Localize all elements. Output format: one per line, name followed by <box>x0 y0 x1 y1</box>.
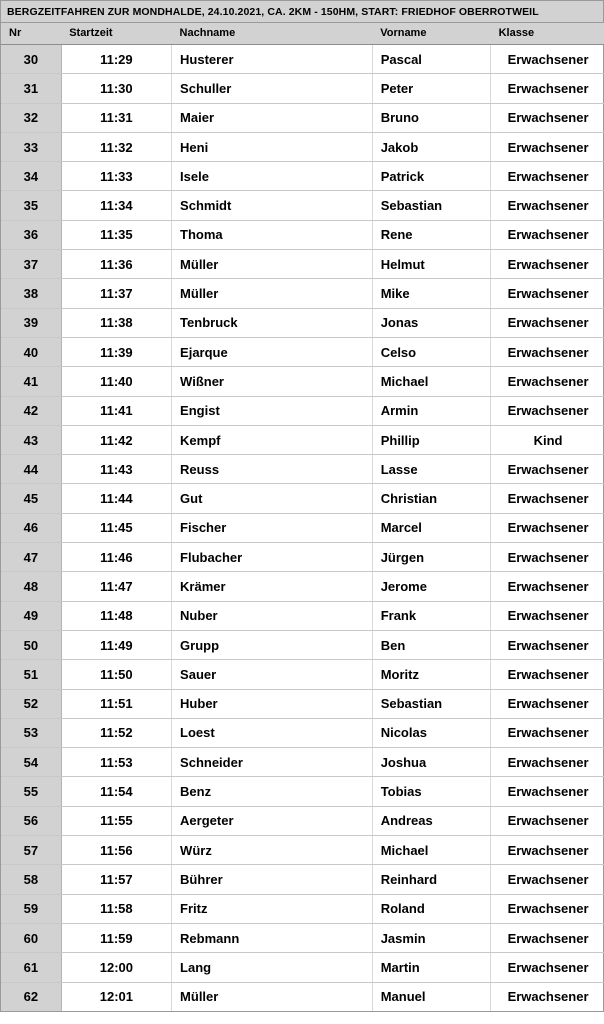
cell-vorname: Sebastian <box>372 191 490 220</box>
cell-nr: 36 <box>1 220 61 249</box>
cell-nachname: Gut <box>172 484 373 513</box>
cell-klasse: Erwachsener <box>491 103 604 132</box>
cell-vorname: Michael <box>372 836 490 865</box>
cell-klasse: Erwachsener <box>491 250 604 279</box>
table-row <box>1 337 604 366</box>
cell-nr: 52 <box>1 689 61 718</box>
cell-nr: 53 <box>1 718 61 747</box>
cell-nr: 49 <box>1 601 61 630</box>
cell-nachname: Schneider <box>172 748 373 777</box>
cell-nr: 31 <box>1 74 61 103</box>
cell-nr: 54 <box>1 748 61 777</box>
table-header <box>1 23 604 45</box>
cell-nr: 37 <box>1 250 61 279</box>
table-row <box>1 308 604 337</box>
cell-nr: 45 <box>1 484 61 513</box>
cell-startzeit: 11:39 <box>61 337 171 366</box>
table-row <box>1 777 604 806</box>
table-row <box>1 279 604 308</box>
cell-startzeit: 11:59 <box>61 923 171 952</box>
cell-nachname: Rebmann <box>172 923 373 952</box>
cell-nachname: Schuller <box>172 74 373 103</box>
table-body <box>1 45 604 1012</box>
cell-klasse: Erwachsener <box>491 367 604 396</box>
cell-startzeit: 11:49 <box>61 630 171 659</box>
cell-vorname: Armin <box>372 396 490 425</box>
table-row <box>1 103 604 132</box>
table-row <box>1 894 604 923</box>
cell-nr: 57 <box>1 836 61 865</box>
cell-startzeit: 11:45 <box>61 513 171 542</box>
cell-startzeit: 11:54 <box>61 777 171 806</box>
table-row <box>1 748 604 777</box>
cell-klasse: Erwachsener <box>491 660 604 689</box>
table-row <box>1 953 604 982</box>
cell-nachname: Reuss <box>172 455 373 484</box>
table-row <box>1 513 604 542</box>
cell-nachname: Flubacher <box>172 543 373 572</box>
cell-nachname: Grupp <box>172 630 373 659</box>
cell-vorname: Andreas <box>372 806 490 835</box>
cell-nr: 62 <box>1 982 61 1011</box>
cell-startzeit: 11:36 <box>61 250 171 279</box>
cell-vorname: Celso <box>372 337 490 366</box>
cell-vorname: Roland <box>372 894 490 923</box>
cell-nr: 47 <box>1 543 61 572</box>
cell-klasse: Erwachsener <box>491 572 604 601</box>
cell-klasse: Erwachsener <box>491 455 604 484</box>
cell-nr: 44 <box>1 455 61 484</box>
cell-vorname: Mike <box>372 279 490 308</box>
cell-nr: 60 <box>1 923 61 952</box>
table-row <box>1 923 604 952</box>
cell-nachname: Engist <box>172 396 373 425</box>
cell-nachname: Isele <box>172 162 373 191</box>
cell-nr: 32 <box>1 103 61 132</box>
cell-startzeit: 11:50 <box>61 660 171 689</box>
cell-startzeit: 11:51 <box>61 689 171 718</box>
cell-nr: 39 <box>1 308 61 337</box>
cell-nachname: Kempf <box>172 425 373 454</box>
cell-klasse: Erwachsener <box>491 923 604 952</box>
cell-nachname: Benz <box>172 777 373 806</box>
cell-vorname: Phillip <box>372 425 490 454</box>
cell-nr: 61 <box>1 953 61 982</box>
cell-startzeit: 12:01 <box>61 982 171 1011</box>
cell-klasse: Erwachsener <box>491 718 604 747</box>
cell-klasse: Erwachsener <box>491 806 604 835</box>
cell-vorname: Jürgen <box>372 543 490 572</box>
cell-nachname: Aergeter <box>172 806 373 835</box>
cell-startzeit: 11:47 <box>61 572 171 601</box>
cell-vorname: Moritz <box>372 660 490 689</box>
cell-klasse: Erwachsener <box>507 989 589 1005</box>
cell-klasse: Erwachsener <box>491 513 604 542</box>
cell-nachname: Fritz <box>172 894 373 923</box>
cell-startzeit: 11:32 <box>61 132 171 161</box>
cell-vorname: Christian <box>372 484 490 513</box>
table-row <box>1 572 604 601</box>
cell-klasse: Erwachsener <box>491 191 604 220</box>
cell-nr: 42 <box>1 396 61 425</box>
cell-klasse: Erwachsener <box>491 748 604 777</box>
cell-klasse: Erwachsener <box>491 484 604 513</box>
table-row <box>1 425 604 454</box>
cell-startzeit: 11:31 <box>61 103 171 132</box>
table-row <box>1 982 604 1011</box>
cell-startzeit: 11:34 <box>61 191 171 220</box>
cell-klasse: Erwachsener <box>491 45 604 74</box>
cell-vorname: Frank <box>372 601 490 630</box>
cell-nr: 56 <box>1 806 61 835</box>
table-row <box>1 630 604 659</box>
cell-nr: 38 <box>1 279 61 308</box>
cell-vorname: Marcel <box>372 513 490 542</box>
cell-vorname: Bruno <box>372 103 490 132</box>
table-row <box>1 718 604 747</box>
column-header-klasse: Klasse <box>491 23 604 45</box>
cell-vorname: Jakob <box>372 132 490 161</box>
cell-vorname: Michael <box>372 367 490 396</box>
cell-vorname: Lasse <box>372 455 490 484</box>
cell-nachname: Würz <box>172 836 373 865</box>
cell-nachname: Bührer <box>172 865 373 894</box>
cell-klasse: Erwachsener <box>491 132 604 161</box>
cell-startzeit: 11:53 <box>61 748 171 777</box>
cell-vorname: Pascal <box>372 45 490 74</box>
cell-vorname: Helmut <box>372 250 490 279</box>
column-header-nr: Nr <box>1 23 61 45</box>
table-row <box>1 836 604 865</box>
cell-startzeit: 11:48 <box>61 601 171 630</box>
cell-vorname: Nicolas <box>372 718 490 747</box>
cell-vorname: Reinhard <box>372 865 490 894</box>
table-row <box>1 367 604 396</box>
cell-nachname: Maier <box>172 103 373 132</box>
cell-nr: 48 <box>1 572 61 601</box>
cell-startzeit: 11:44 <box>61 484 171 513</box>
column-header-startzeit: Startzeit <box>61 23 171 45</box>
cell-vorname: Jerome <box>372 572 490 601</box>
cell-nachname: Ejarque <box>172 337 373 366</box>
cell-startzeit: 11:46 <box>61 543 171 572</box>
cell-nachname: Müller <box>172 279 373 308</box>
cell-nachname: Tenbruck <box>172 308 373 337</box>
cell-klasse: Erwachsener <box>491 836 604 865</box>
cell-nr: 58 <box>1 865 61 894</box>
cell-nr: 43 <box>1 425 61 454</box>
cell-startzeit: 11:52 <box>61 718 171 747</box>
cell-startzeit: 11:42 <box>61 425 171 454</box>
cell-startzeit: 11:57 <box>61 865 171 894</box>
table-row <box>1 806 604 835</box>
table-row <box>1 162 604 191</box>
cell-klasse: Erwachsener <box>491 279 604 308</box>
page-title: BERGZEITFAHREN ZUR MONDHALDE, 24.10.2021, CA. 2KM - 150HM, START: FRIEDHOF OBERROTWEIL <box>7 5 539 18</box>
cell-startzeit: 11:43 <box>61 455 171 484</box>
cell-startzeit: 11:56 <box>61 836 171 865</box>
cell-klasse: Erwachsener <box>491 953 604 982</box>
cell-vorname: Ben <box>372 630 490 659</box>
table-row <box>1 484 604 513</box>
cell-klasse: Erwachsener <box>491 689 604 718</box>
cell-nachname: Heni <box>172 132 373 161</box>
cell-startzeit: 11:40 <box>61 367 171 396</box>
cell-nachname: Lang <box>172 953 373 982</box>
cell-vorname: Martin <box>372 953 490 982</box>
cell-vorname: Patrick <box>372 162 490 191</box>
cell-nr: 46 <box>1 513 61 542</box>
cell-nr: 50 <box>1 630 61 659</box>
cell-startzeit: 12:00 <box>61 953 171 982</box>
cell-nr: 55 <box>1 777 61 806</box>
table-row <box>1 220 604 249</box>
cell-vorname: Jasmin <box>372 923 490 952</box>
table-row <box>1 45 604 74</box>
cell-nr: 59 <box>1 894 61 923</box>
cell-klasse: Erwachsener <box>491 630 604 659</box>
cell-nr: 51 <box>1 660 61 689</box>
cell-klasse: Erwachsener <box>491 220 604 249</box>
column-header-nachname: Nachname <box>172 23 373 45</box>
cell-klasse: Erwachsener <box>491 74 604 103</box>
table-row <box>1 689 604 718</box>
cell-klasse: Erwachsener <box>491 396 604 425</box>
cell-startzeit: 11:38 <box>61 308 171 337</box>
cell-nachname: Nuber <box>172 601 373 630</box>
table-row <box>1 132 604 161</box>
cell-nachname: Müller <box>172 982 373 1011</box>
cell-klasse: Erwachsener <box>491 162 604 191</box>
cell-klasse: Erwachsener <box>491 308 604 337</box>
table-row <box>1 396 604 425</box>
cell-vorname: Joshua <box>372 748 490 777</box>
column-header-vorname: Vorname <box>372 23 490 45</box>
cell-startzeit: 11:37 <box>61 279 171 308</box>
cell-klasse: Erwachsener <box>491 543 604 572</box>
table-row <box>1 250 604 279</box>
table-row <box>1 543 604 572</box>
cell-startzeit: 11:58 <box>61 894 171 923</box>
table-row <box>1 191 604 220</box>
cell-nachname: Huber <box>172 689 373 718</box>
cell-klasse: Erwachsener <box>491 865 604 894</box>
table-row <box>1 74 604 103</box>
table-row <box>1 660 604 689</box>
cell-nachname: Krämer <box>172 572 373 601</box>
cell-vorname: Tobias <box>372 777 490 806</box>
cell-vorname: Peter <box>372 74 490 103</box>
cell-nachname: Schmidt <box>172 191 373 220</box>
cell-nr: 40 <box>1 337 61 366</box>
table-header-row <box>1 23 604 45</box>
cell-nachname: Fischer <box>172 513 373 542</box>
cell-nr: 41 <box>1 367 61 396</box>
cell-vorname: Rene <box>372 220 490 249</box>
cell-nachname: Husterer <box>172 45 373 74</box>
cell-vorname: Manuel <box>372 982 490 1011</box>
cell-nr: 30 <box>1 45 61 74</box>
cell-klasse: Kind <box>491 425 604 454</box>
cell-nachname: Sauer <box>172 660 373 689</box>
cell-nachname: Wißner <box>172 367 373 396</box>
cell-vorname: Sebastian <box>372 689 490 718</box>
table-row <box>1 865 604 894</box>
cell-nachname: Thoma <box>172 220 373 249</box>
cell-nachname: Müller <box>172 250 373 279</box>
cell-klasse: Erwachsener <box>491 894 604 923</box>
cell-klasse: Erwachsener <box>491 337 604 366</box>
cell-startzeit: 11:35 <box>61 220 171 249</box>
cell-klasse: Erwachsener <box>491 777 604 806</box>
cell-startzeit: 11:33 <box>61 162 171 191</box>
cell-nr: 33 <box>1 132 61 161</box>
start-list-table <box>1 23 604 1011</box>
cell-startzeit: 11:29 <box>61 45 171 74</box>
table-row <box>1 601 604 630</box>
cell-startzeit: 11:41 <box>61 396 171 425</box>
document-title-bar <box>1 1 603 23</box>
cell-startzeit: 11:30 <box>61 74 171 103</box>
table-row <box>1 455 604 484</box>
cell-klasse: Erwachsener <box>491 601 604 630</box>
cell-startzeit: 11:55 <box>61 806 171 835</box>
cell-nr: 34 <box>1 162 61 191</box>
cell-nachname: Loest <box>172 718 373 747</box>
cell-vorname: Jonas <box>372 308 490 337</box>
cell-nr: 35 <box>1 191 61 220</box>
